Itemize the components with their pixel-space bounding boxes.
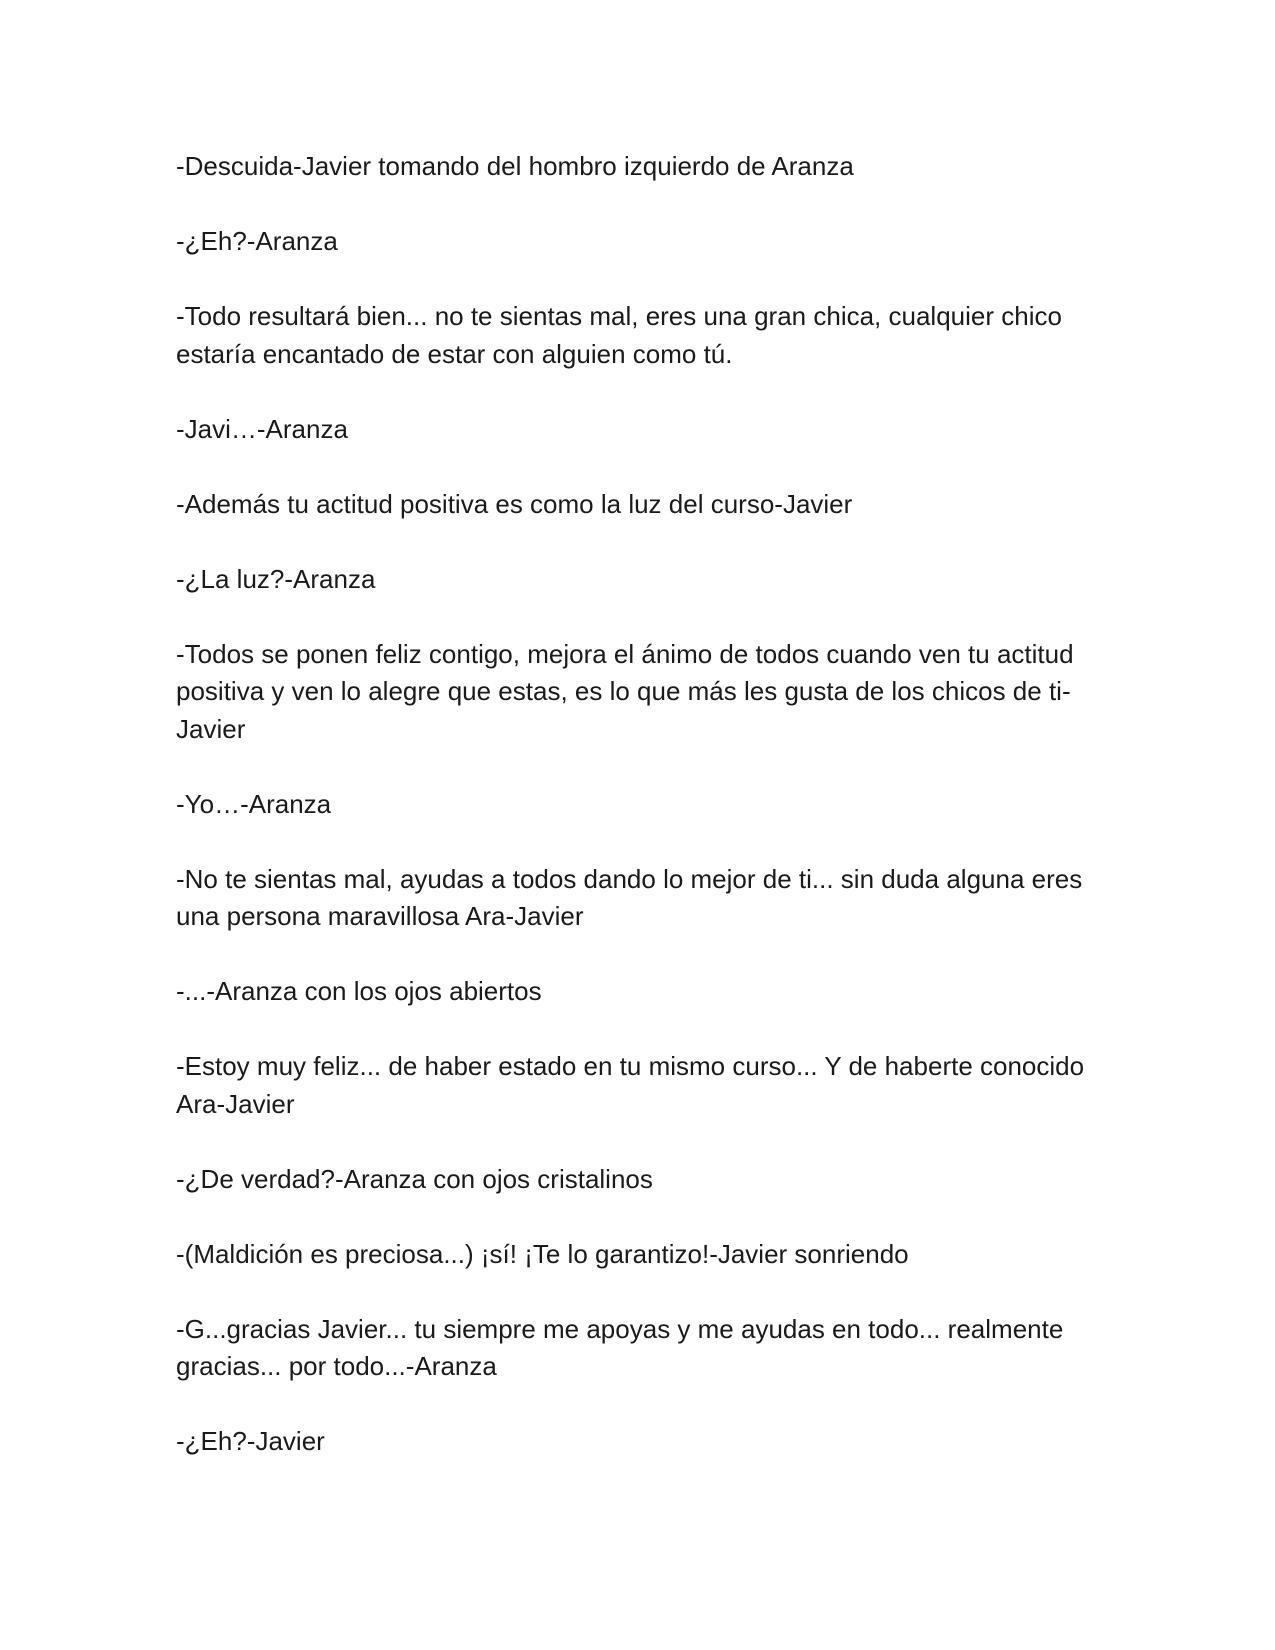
dialogue-line: -Además tu actitud positiva es como la luz del curso-Javier [176, 488, 853, 519]
dialogue-line: -Javi…-Aranza [176, 413, 348, 444]
dialogue-body [176, 148, 1106, 1461]
dialogue-line: -¿La luz?-Aranza [176, 563, 376, 594]
dialogue-line: -...-Aranza con los ojos abiertos [176, 976, 542, 1006]
dialogue-line: -No te sientas mal, ayudas a todos dando lo mejor de ti... sin duda alguna eres una persona maravillosa Ara-Javier [176, 863, 1083, 931]
dialogue-line: -Estoy muy feliz... de haber estado en tu mismo curso... Y de haberte conocido Ara-Javier [176, 1051, 1085, 1119]
dialogue-line: -Yo…-Aranza [176, 788, 332, 819]
dialogue-line: -(Maldición es preciosa...) ¡sí! ¡Te lo garantizo!-Javier sonriendo [176, 1238, 909, 1269]
dialogue-line: -G...gracias Javier... tu siempre me apoyas y me ayudas en todo... realmente gracias... por todo...-Aranza [176, 1313, 1064, 1381]
dialogue-line: -Todo resultará bien... no te sientas mal, eres una gran chica, cualquier chico estaría encantado de estar con alguien como tú. [176, 301, 1062, 369]
dialogue-line: -Todos se ponen feliz contigo, mejora el ánimo de todos cuando ven tu actitud positiva y ven lo alegre que estas, es lo que más les gusta de los chicos de ti-Javier [176, 638, 1074, 744]
dialogue-line: -Descuida-Javier tomando del hombro izquierdo de Aranza [176, 151, 854, 181]
dialogue-line: -¿De verdad?-Aranza con ojos cristalinos [176, 1163, 653, 1194]
dialogue-line: -¿Eh?-Aranza [176, 226, 338, 256]
dialogue-line: -¿Eh?-Javier [176, 1426, 325, 1456]
